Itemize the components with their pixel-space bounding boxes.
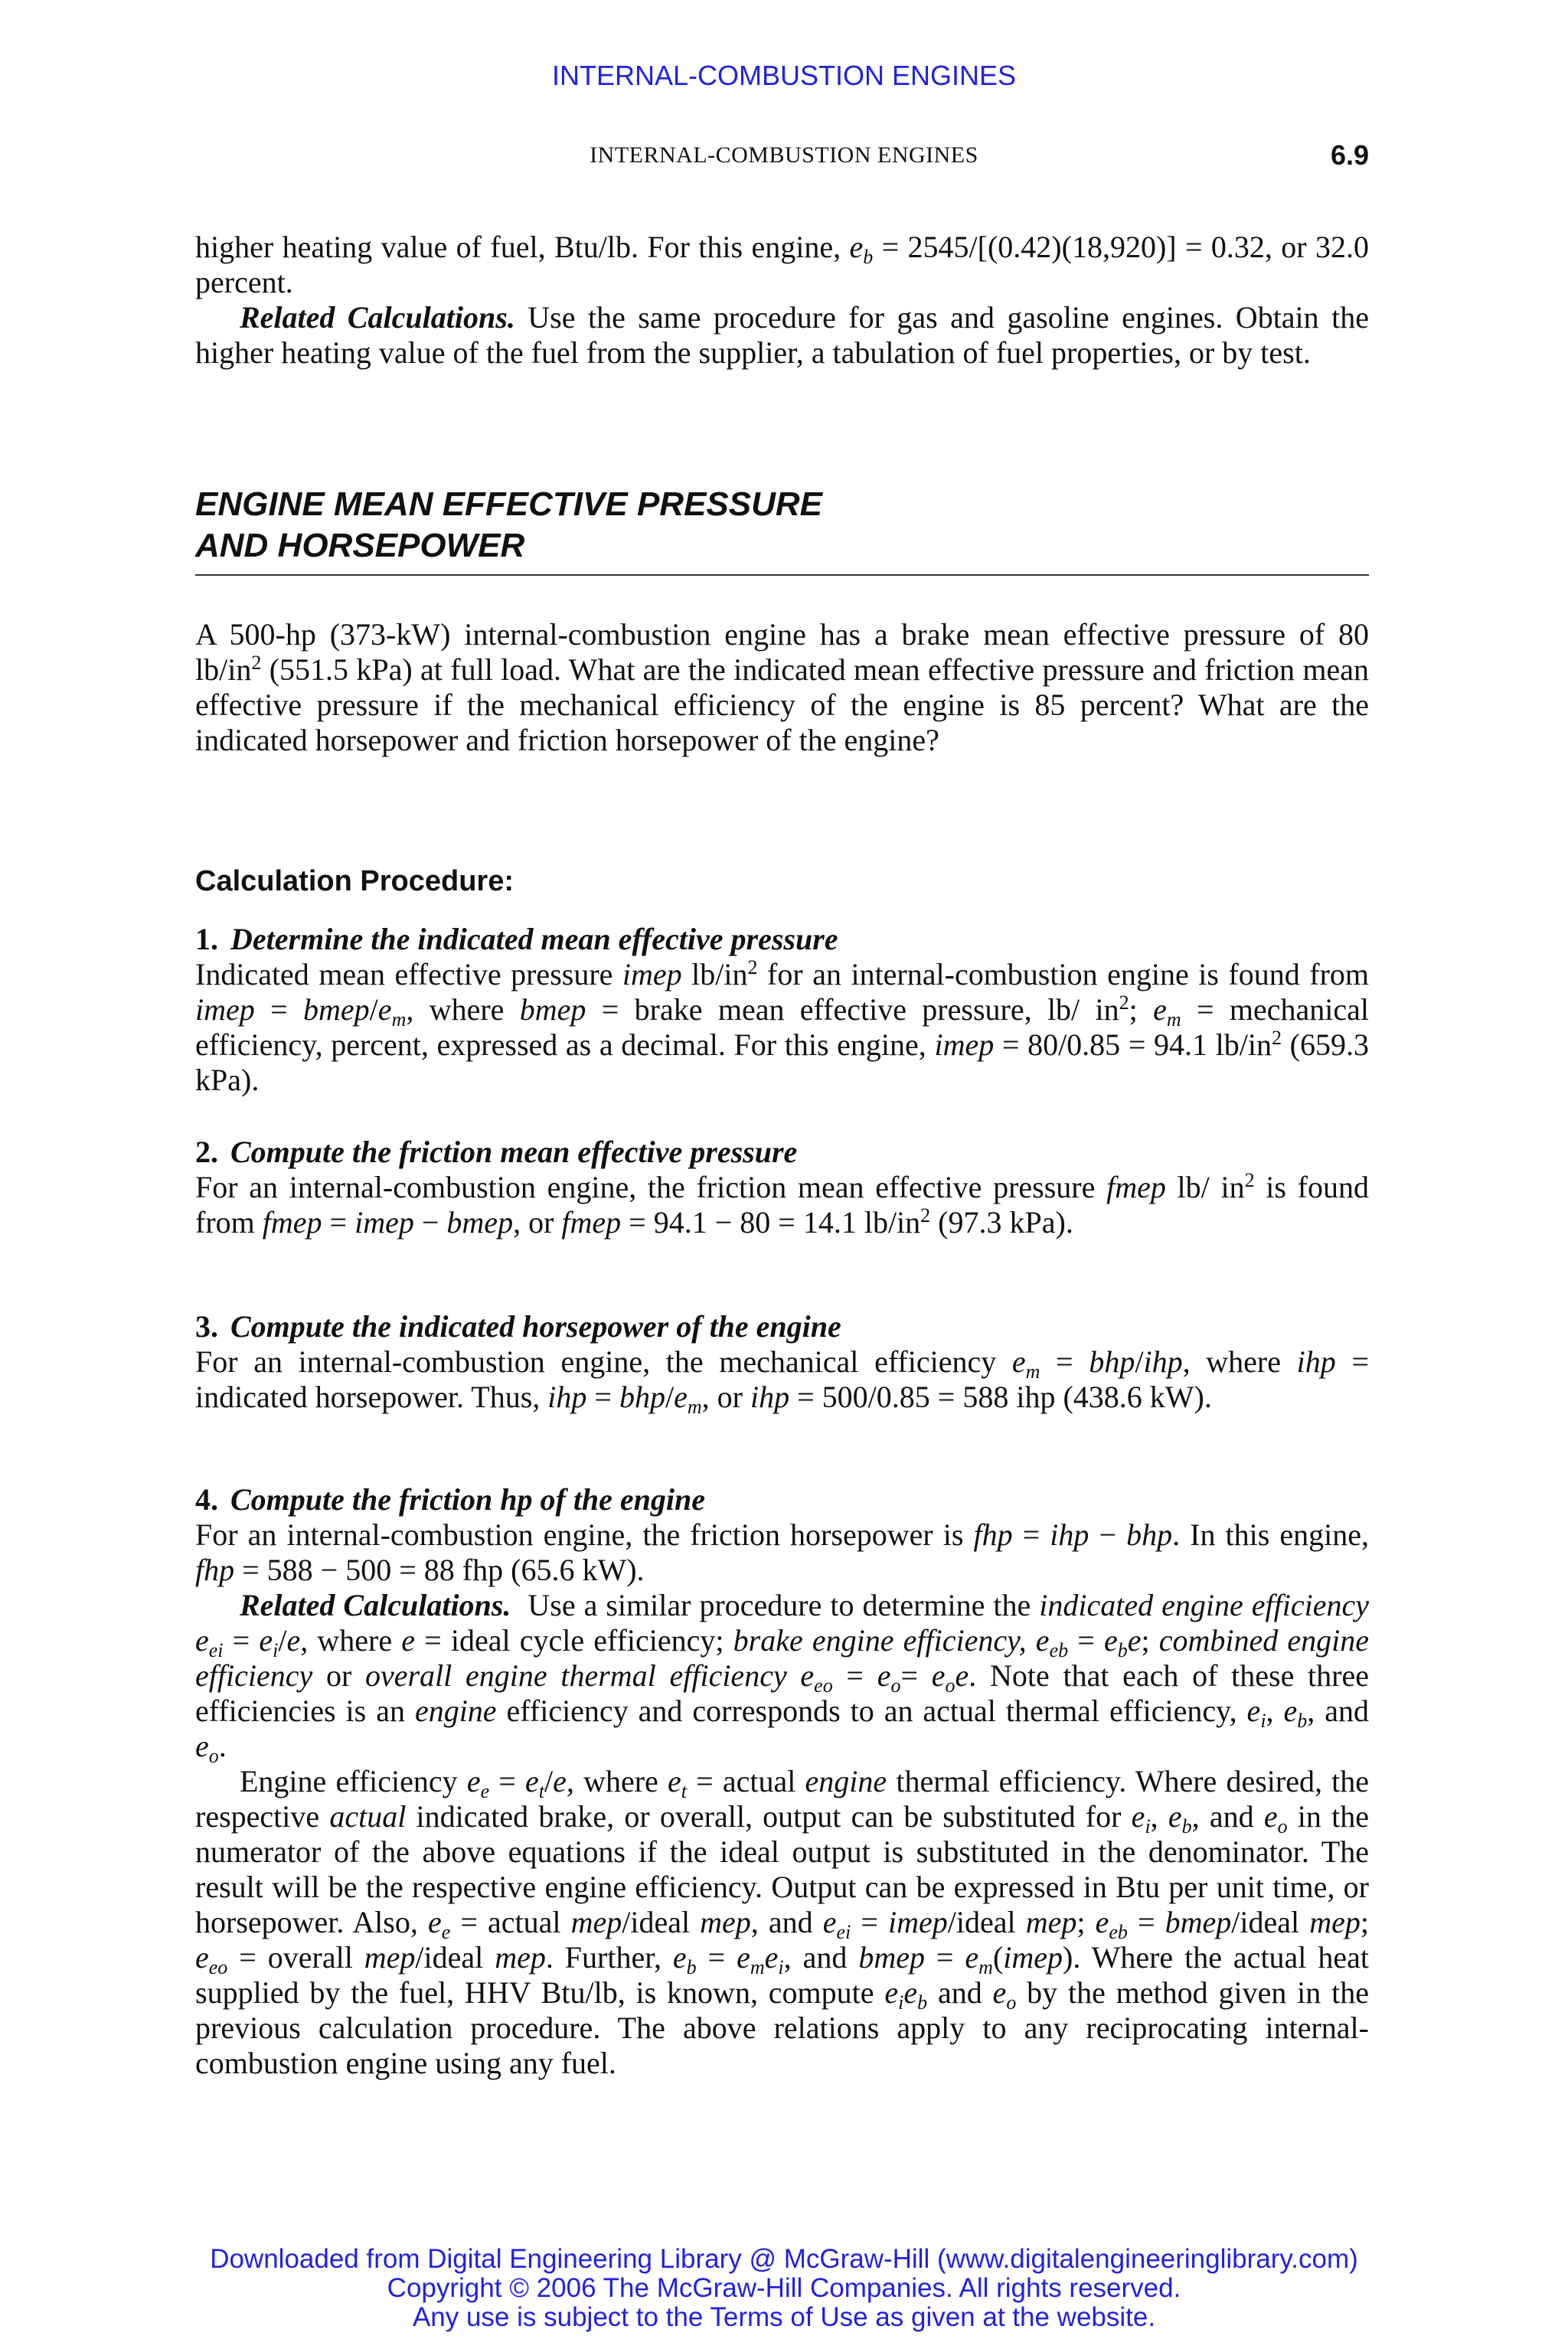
related-calculations-paragraph: Related Calculations. Use the same procedure for gas and gasoline engines. Obtain the higher heating value of the fuel from the supplier, a tabulation of fuel properties, or by test. — [195, 300, 1369, 370]
footer — [0, 2245, 1568, 2332]
step-heading: 3. Compute the indicated horsepower of the engine — [195, 1309, 841, 1344]
step-3: 3. Compute the indicated horsepower of the engine For an internal-combustion engine, the mechanical efficiency $e_m = bhp/ihp$, where ihp = indicated horsepower. Thus, ihp = bhp/$e_m$, or ihp = 500/0.85 = 588 ihp (438.6 kW). — [195, 1309, 1370, 1418]
step-1: 1. Determine the indicated mean effective pressure Indicated mean effective pressure imep $lb/in^2$ for an internal-combustion engine is found from imep = bmep/$e_m$, where bmep = brake mean effective pressure, lb/ $in^2$; $e_m$ = mechanical efficiency, percent, expressed as a decimal. For this engine, imep = 80/0.85 = 94.1 $lb/in^2$ (659.3 kPa). — [195, 922, 1370, 1097]
step-heading: 4. Compute the friction hp of the engine — [195, 1482, 706, 1517]
step-heading: 2. Compute the friction mean effective pressure — [195, 1135, 798, 1169]
footer-terms-link[interactable]: Any use is subject to the Terms of Use as given at the website. — [412, 2302, 1156, 2332]
step-2: 2. Compute the friction mean effective pressure For an internal-combustion engine, the friction mean effective pressure fmep lb/ $in^2$ is found from fmep = imep − bmep, or fmep = 94.1 − 80 = 14.1 $lb/in^2$ (97.3 kPa). — [195, 1135, 1369, 1240]
problem-statement: A 500-hp (373-kW) internal-combustion engine has a brake mean effective pressure of 80 $lb/in^2$ (551.5 kPa) at full load. What are the indicated mean effective pressure and friction mean effective pressure if the mechanical efficiency of the engine is 85 percent? What are the indicated horsepower and friction horsepower of the engine? — [195, 617, 1369, 757]
step-4: 4. Compute the friction hp of the engine For an internal-combustion engine, the friction horsepower is fhp = ihp − bhp. In this engine, fhp = 588 − 500 = 88 fhp (65.6 kW). Related Calculations. Use a similar procedure to determine the indicated engine efficiency $e_{ei} = e_i/e$, where e = ideal cycle efficiency; brake engine efficiency, $e_{eb} = e_be$; combined engine efficiency or overall engine thermal efficiency $e_{eo} = e_o= e_oe$. Note that each of these three efficiencies is an engine efficiency and corresponds to an actual thermal efficiency, $e_i$, $e_b$, and $e_o$. Engine efficiency $e_e = e_t/e$, where $e_t$ = actual engine thermal efficiency. Where desired, the respective actual indicated brake, or overall, output can be substituted for $e_i$, $e_b$, and $e_o$ in the numerator of the above equations if the ideal output is substituted in the denominator. The result will be the respective engine efficiency. Output can be expressed in Btu per unit time, or horsepower. Also, $e_e$ = actual mep/ideal mep, and $e_{ei}$ = imep/ideal mep; $e_{eb}$ = bmep/ideal mep; $e_{eo}$ = overall mep/ideal mep. Further, $e_b = e_me_i$, and bmep = $e_m(imep)$. Where the actual heat supplied by the fuel, HHV Btu/lb, is known, compute $e_ie_b$ and $e_o$ by the method given in the previous calculation procedure. The above relations apply to any reciprocating internal-combustion engine using any fuel. — [195, 1482, 1370, 2080]
engine-efficiency-paragraph: Engine efficiency $e_e = e_t/e$, where $e_t$ = actual engine thermal efficiency. Where desired, the respective actual indicated brake, or overall, output can be substituted for $e_i$, $e_b$, and $e_o$ in the numerator of the above equations if the ideal output is substituted in the denominator. The result will be the respective engine efficiency. Output can be expressed in Btu per unit time, or horsepower. Also, $e_e$ = actual mep/ideal mep, and $e_{ei}$ = imep/ideal mep; $e_{eb}$ = bmep/ideal mep; $e_{eo}$ = overall mep/ideal mep. Further, $e_b = e_me_i$, and bmep = $e_m(imep)$. Where the actual heat supplied by the fuel, HHV Btu/lb, is known, compute $e_ie_b$ and $e_o$ by the method given in the previous calculation procedure. The above relations apply to any reciprocating internal-combustion engine using any fuel. — [195, 1764, 1369, 2080]
intro-block — [195, 230, 1369, 371]
procedure-label: Calculation Procedure: — [195, 865, 514, 897]
section-title: ENGINE MEAN EFFECTIVE PRESSURE AND HORSEPOWER — [195, 484, 1369, 576]
chapter-title-link[interactable]: INTERNAL-COMBUSTION ENGINES — [551, 60, 1017, 91]
page-number: 6.9 — [1330, 139, 1369, 171]
footer-copyright: Copyright © 2006 The McGraw-Hill Companies. All rights reserved. — [387, 2273, 1181, 2303]
step-heading: 1. Determine the indicated mean effective pressure — [195, 922, 838, 956]
footer-download-link[interactable]: Downloaded from Digital Engineering Library @ McGraw-Hill (www.digitalengineeringlibrary.com) — [210, 2244, 1358, 2274]
related-calculations-paragraph: Related Calculations. Use a similar procedure to determine the indicated engine efficiency $e_{ei} = e_i/e$, where e = ideal cycle efficiency; brake engine efficiency, $e_{eb} = e_be$; combined engine efficiency or overall engine thermal efficiency $e_{eo} = e_o= e_oe$. Note that each of these three efficiencies is an engine efficiency and corresponds to an actual thermal efficiency, $e_i$, $e_b$, and $e_o$. — [195, 1588, 1370, 1767]
running-head: INTERNAL-COMBUSTION ENGINES — [590, 142, 978, 168]
intro-paragraph: higher heating value of fuel, Btu/lb. For this engine, $e_b = 2545/[(0.42)(18,920)] = 0.32$, or 32.0 percent. — [195, 230, 1369, 299]
